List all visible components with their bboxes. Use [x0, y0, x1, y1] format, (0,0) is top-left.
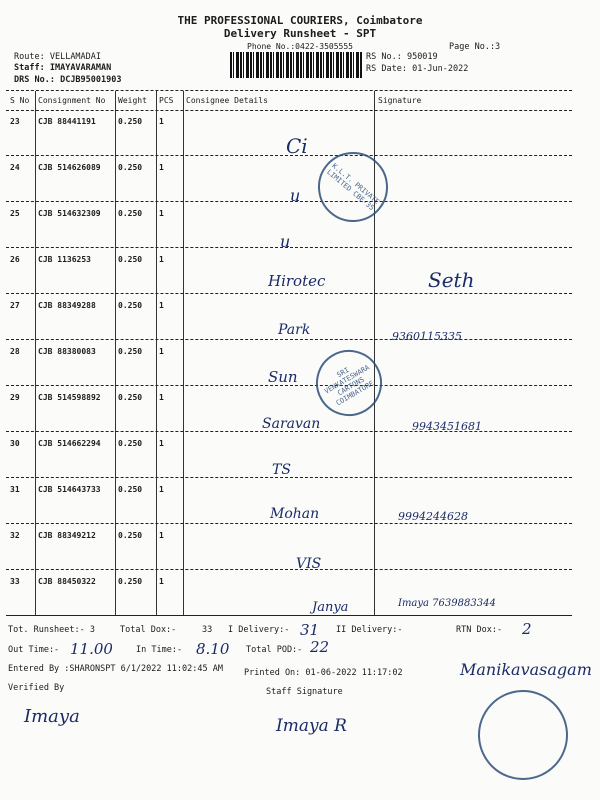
- row-weight: 0.250: [118, 531, 143, 540]
- handwritten-signature: Imaya 7639883344: [398, 598, 496, 609]
- row-weight: 0.250: [118, 393, 143, 402]
- row-consignment: CJB 514662294: [38, 439, 101, 448]
- out-time-label: Out Time:-: [8, 645, 60, 655]
- row-sno: 28: [10, 347, 20, 356]
- row-sno: 24: [10, 163, 20, 172]
- staff-label: Staff:: [14, 63, 45, 73]
- drs-row: [14, 75, 122, 85]
- staff-signature: Imaya R: [276, 716, 347, 736]
- rs-date-value: 01-Jun-2022: [412, 64, 469, 74]
- row-sno: 25: [10, 209, 20, 218]
- handwritten-name: u: [280, 232, 291, 251]
- row-sno: 30: [10, 439, 20, 448]
- page-number: Page No.:3: [449, 42, 501, 52]
- row-pcs: 1: [159, 531, 164, 540]
- row-pcs: 1: [159, 209, 164, 218]
- company-stamp: SRI VENKATESWARA CARTONS COIMBATORE: [304, 338, 394, 428]
- header-top-rule: [6, 90, 572, 91]
- row-weight: 0.250: [118, 577, 143, 586]
- in-time-value: 8.10: [196, 640, 230, 658]
- row-separator: [6, 523, 572, 524]
- row-weight: 0.250: [118, 209, 143, 218]
- i-delivery-label: I Delivery:-: [228, 625, 290, 635]
- row-consignment: CJB 514598892: [38, 393, 101, 402]
- row-weight: 0.250: [118, 485, 143, 494]
- col-header-signature: Signature: [378, 96, 422, 105]
- row-pcs: 1: [159, 485, 164, 494]
- rs-no-label: RS No.:: [366, 52, 402, 62]
- row-weight: 0.250: [118, 439, 143, 448]
- handwritten-name: Janya: [312, 600, 349, 615]
- row-consignment: CJB 514626089: [38, 163, 101, 172]
- phone-number: Phone No.:0422-3505555: [247, 42, 353, 51]
- company-title: THE PROFESSIONAL COURIERS, Coimbatore: [177, 14, 423, 27]
- col-divider: [115, 91, 116, 615]
- row-consignment: CJB 88349288: [38, 301, 96, 310]
- handwritten-name: Hirotec: [268, 272, 326, 290]
- row-pcs: 1: [159, 163, 164, 172]
- runsheet-subtitle: Delivery Runsheet - SPT: [223, 27, 377, 40]
- ii-delivery-label: II Delivery:-: [336, 625, 403, 635]
- row-sno: 33: [10, 577, 20, 586]
- row-sno: 27: [10, 301, 20, 310]
- row-separator: [6, 293, 572, 294]
- route-label: Route:: [14, 52, 45, 62]
- staff-value: IMAYAVARAMAN: [49, 63, 112, 73]
- row-consignment: CJB 88450322: [38, 577, 96, 586]
- row-consignment: CJB 1136253: [38, 255, 91, 264]
- handwritten-signature: 9943451681: [412, 420, 482, 433]
- handwritten-name: VIS: [296, 556, 322, 572]
- row-sno: 29: [10, 393, 20, 402]
- row-sno: 26: [10, 255, 20, 264]
- in-time-label: In Time:-: [136, 645, 183, 655]
- total-pod-label: Total POD:-: [246, 645, 303, 655]
- header-bottom-rule: [6, 110, 572, 111]
- row-consignment: CJB 88441191: [38, 117, 96, 126]
- handwritten-name: Ci: [286, 134, 308, 158]
- row-weight: 0.250: [118, 347, 143, 356]
- staff-signature-label: Staff Signature: [266, 687, 343, 697]
- handwritten-name: Park: [278, 322, 311, 338]
- table-bottom-rule: [6, 615, 572, 616]
- route-value: VELLAMADAI: [49, 52, 102, 62]
- manager-signature: Manikavasagam: [460, 660, 592, 679]
- row-weight: 0.250: [118, 117, 143, 126]
- rtn-dox-label: RTN Dox:-: [456, 625, 503, 635]
- handwritten-signature: Seth: [428, 268, 475, 292]
- receipt-stamp: [463, 675, 583, 795]
- out-time-value: 11.00: [70, 640, 113, 658]
- row-sno: 23: [10, 117, 20, 126]
- col-divider: [35, 91, 36, 615]
- drs-value: DCJB95001903: [60, 75, 122, 85]
- row-sno: 31: [10, 485, 20, 494]
- rs-no-value: 950019: [406, 52, 438, 62]
- row-consignment: CJB 88349212: [38, 531, 96, 540]
- handwritten-signature: 9994244628: [398, 510, 468, 523]
- row-pcs: 1: [159, 393, 164, 402]
- row-pcs: 1: [159, 255, 164, 264]
- rs-date-label: RS Date:: [366, 64, 407, 74]
- col-divider: [156, 91, 157, 615]
- row-weight: 0.250: [118, 301, 143, 310]
- row-sno: 32: [10, 531, 20, 540]
- row-pcs: 1: [159, 439, 164, 448]
- staff-row: [14, 63, 111, 73]
- verified-signature: Imaya: [24, 706, 80, 727]
- handwritten-name: Mohan: [270, 506, 320, 522]
- handwritten-signature: 9360115335: [392, 330, 462, 343]
- handwritten-name: TS: [272, 462, 291, 478]
- row-separator: [6, 339, 572, 340]
- barcode-image: [230, 52, 362, 78]
- tot-runsheet: Tot. Runsheet:- 3: [8, 625, 95, 635]
- row-consignment: CJB 514632309: [38, 209, 101, 218]
- total-pod-value: 22: [310, 638, 330, 656]
- company-stamp: K.L.T. PRIVATE LIMITED CBE-35: [304, 138, 403, 237]
- rs-date-row: [366, 64, 468, 74]
- row-weight: 0.250: [118, 163, 143, 172]
- row-consignment: CJB 514643733: [38, 485, 101, 494]
- row-pcs: 1: [159, 347, 164, 356]
- rs-no-row: [366, 52, 438, 62]
- total-dox-label: Total Dox:-: [120, 625, 177, 635]
- i-delivery-value: 31: [300, 621, 320, 639]
- entered-by: Entered By :SHARONSPT 6/1/2022 11:02:45 AM: [8, 664, 223, 674]
- col-header-weight: Weight: [118, 96, 147, 105]
- col-header-sno: S No: [10, 96, 30, 105]
- row-pcs: 1: [159, 301, 164, 310]
- row-pcs: 1: [159, 577, 164, 586]
- row-pcs: 1: [159, 117, 164, 126]
- row-consignment: CJB 88380083: [38, 347, 96, 356]
- drs-label: DRS No.:: [14, 75, 55, 85]
- rtn-dox-value: 2: [522, 620, 532, 638]
- col-header-consignment: Consignment No: [38, 96, 106, 105]
- handwritten-name: Saravan: [262, 416, 321, 432]
- handwritten-name: Sun: [268, 368, 298, 386]
- total-dox-value: 33: [202, 625, 213, 635]
- col-divider: [183, 91, 184, 615]
- route-row: [14, 52, 101, 62]
- row-weight: 0.250: [118, 255, 143, 264]
- handwritten-name: u: [290, 186, 301, 205]
- col-header-pcs: PCS: [159, 96, 174, 105]
- col-header-consignee: Consignee Details: [186, 96, 268, 105]
- row-separator: [6, 569, 572, 570]
- row-separator: [6, 201, 572, 202]
- printed-on: Printed On: 01-06-2022 11:17:02: [244, 668, 403, 678]
- verified-by-label: Verified By: [8, 683, 65, 693]
